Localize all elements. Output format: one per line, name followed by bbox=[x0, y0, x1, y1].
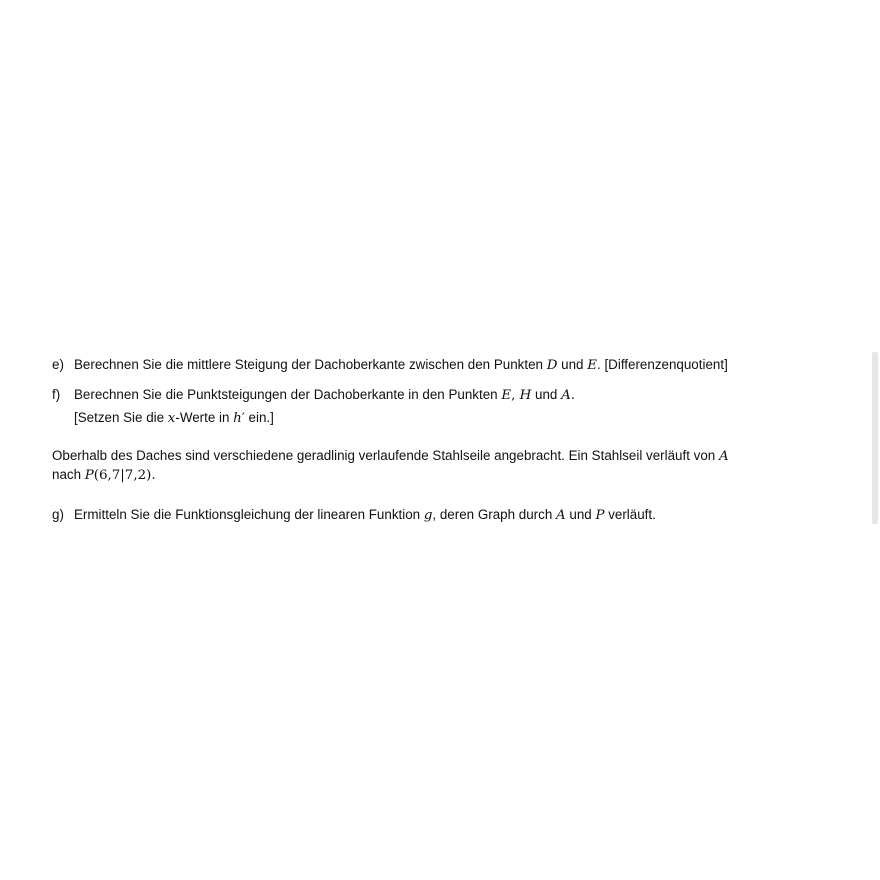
point-p: P bbox=[595, 508, 605, 523]
point-a: A bbox=[561, 388, 571, 403]
point-e: E bbox=[587, 358, 598, 373]
task-f-end: . bbox=[570, 388, 576, 403]
task-e-hint: . [Differenzenquotient] bbox=[597, 357, 728, 372]
task-e bbox=[52, 356, 728, 375]
task-g bbox=[52, 506, 656, 525]
var-x: x bbox=[167, 411, 176, 426]
task-g-text: Ermitteln Sie die Funktionsgleichung der linearen Funktion bbox=[74, 507, 424, 522]
task-f bbox=[52, 386, 575, 405]
func-h-prime: h′ bbox=[233, 411, 245, 426]
hint-text-1: [Setzen Sie die bbox=[74, 410, 168, 425]
point-d: D bbox=[546, 358, 558, 373]
point-p: P bbox=[84, 468, 94, 483]
task-e-text: Berechnen Sie die mittlere Steigung der Dachoberkante zwischen den Punkten bbox=[74, 357, 547, 372]
intro-end: . bbox=[151, 468, 156, 483]
task-f-hint bbox=[74, 409, 274, 428]
task-f-conj: und bbox=[531, 387, 562, 402]
intro-text-2: nach bbox=[52, 467, 85, 482]
task-f-sep: , bbox=[511, 388, 520, 403]
task-f-text: Berechnen Sie die Punktsteigungen der Dachoberkante in den Punkten bbox=[74, 387, 502, 402]
task-g-conj: und bbox=[565, 507, 596, 522]
point-e: E bbox=[501, 388, 512, 403]
task-g-label: g) bbox=[52, 507, 64, 522]
point-a: A bbox=[718, 449, 729, 464]
task-e-label: e) bbox=[52, 357, 64, 372]
point-p-coords: (6,7|7,2) bbox=[93, 468, 152, 483]
func-g: g bbox=[423, 508, 433, 523]
point-h: H bbox=[519, 388, 532, 403]
intro-line-2 bbox=[52, 466, 156, 485]
hint-text-3: ein.] bbox=[244, 410, 274, 425]
scrollbar[interactable] bbox=[872, 352, 878, 524]
intro-text-1: Oberhalb des Daches sind verschiedene geradlinig verlaufende Stahlseile angebracht. Ein Stahlseil verläuft von bbox=[52, 448, 719, 463]
point-a: A bbox=[556, 508, 566, 523]
hint-text-2: -Werte in bbox=[175, 410, 234, 425]
intro-line-1 bbox=[52, 447, 729, 466]
task-g-end: verläuft. bbox=[604, 507, 656, 522]
task-g-text-2: , deren Graph durch bbox=[432, 507, 556, 522]
task-f-label: f) bbox=[52, 387, 61, 402]
task-e-conj: und bbox=[557, 357, 588, 372]
